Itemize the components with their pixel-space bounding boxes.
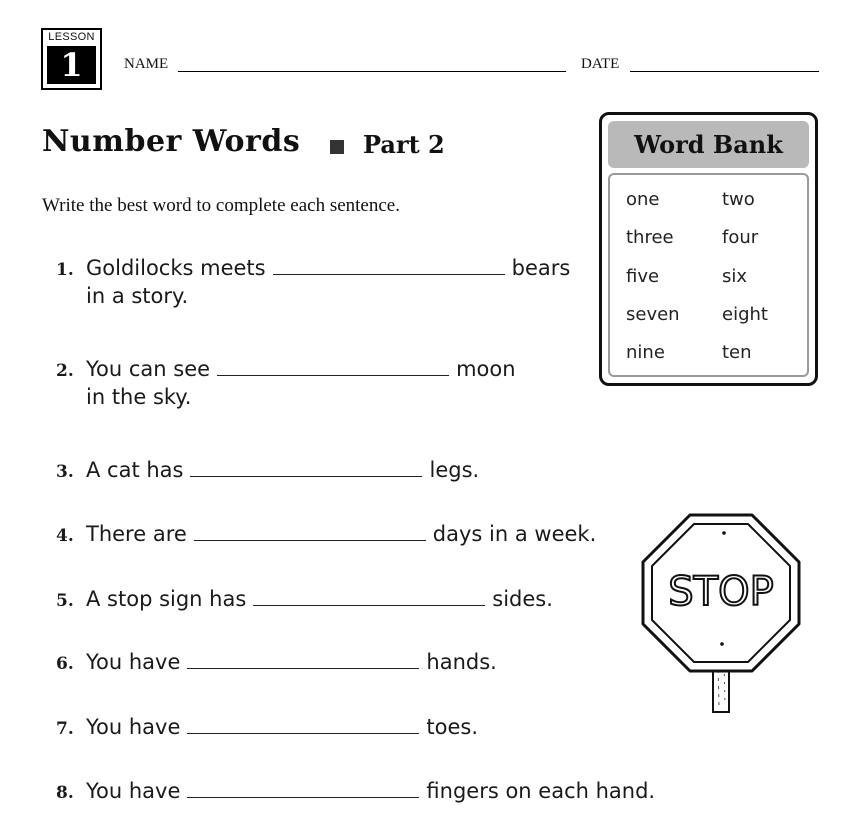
instructions: Write the best word to complete each sentence. (42, 195, 400, 216)
word-bank-item: four (722, 227, 759, 248)
question-7 (56, 713, 478, 743)
word-bank-item: seven (626, 304, 680, 325)
question-6 (56, 648, 497, 678)
date-field[interactable] (630, 71, 819, 72)
question-text-before: You have (86, 650, 181, 674)
page-title: Number Words (42, 124, 301, 159)
question-number: 6. (56, 654, 74, 674)
word-bank-item: two (722, 189, 755, 210)
question-text-after: legs. (429, 458, 480, 482)
answer-blank-7[interactable] (187, 713, 419, 734)
date-label: DATE (581, 56, 620, 72)
word-bank-item: ten (722, 342, 752, 363)
question-text-after: toes. (426, 715, 479, 739)
question-number: 4. (56, 526, 74, 546)
question-number: 3. (56, 462, 74, 482)
question-2 (56, 355, 516, 417)
question-text-before: You have (86, 715, 181, 739)
square-bullet-icon (330, 140, 344, 154)
question-number: 7. (56, 719, 74, 739)
question-text-before: You have (86, 779, 181, 803)
question-text-continuation: in a story. (86, 284, 189, 308)
question-8 (56, 777, 655, 807)
question-text-before: You can see (86, 357, 211, 381)
question-text-before: There are (86, 522, 187, 546)
question-text-after: moon (456, 357, 516, 381)
question-text-continuation: in the sky. (86, 385, 192, 409)
question-text-after: bears (511, 256, 571, 280)
answer-blank-4[interactable] (194, 520, 426, 541)
word-bank-title: Word Bank (608, 121, 809, 168)
question-text-after: hands. (426, 650, 497, 674)
answer-blank-8[interactable] (187, 777, 419, 798)
question-text-before: Goldilocks meets (86, 256, 266, 280)
question-text-after: sides. (492, 587, 553, 611)
answer-blank-6[interactable] (187, 648, 419, 669)
answer-blank-1[interactable] (273, 254, 505, 275)
word-bank-item: nine (626, 342, 665, 363)
word-bank-item: six (722, 266, 748, 287)
lesson-number: 1 (47, 46, 96, 84)
word-bank-item: three (626, 227, 674, 248)
answer-blank-2[interactable] (217, 355, 449, 376)
word-bank-list (608, 173, 809, 377)
stop-sign-icon (640, 512, 802, 716)
question-text-after: days in a week. (432, 522, 597, 546)
question-number: 5. (56, 591, 74, 611)
answer-blank-3[interactable] (190, 456, 422, 477)
word-bank-item: eight (722, 304, 768, 325)
question-text-before: A cat has (86, 458, 184, 482)
question-text-after: fingers on each hand. (426, 779, 656, 803)
page-subtitle: Part 2 (363, 130, 445, 159)
word-bank (599, 112, 818, 386)
question-5 (56, 585, 553, 615)
answer-blank-5[interactable] (253, 585, 485, 606)
name-label: NAME (124, 56, 169, 72)
stop-sign-text: STOP (668, 569, 774, 615)
lesson-label: LESSON (48, 31, 95, 43)
word-bank-item: one (626, 189, 660, 210)
lesson-badge (41, 28, 102, 90)
word-bank-item: five (626, 266, 660, 287)
question-number: 8. (56, 783, 74, 803)
question-1 (56, 254, 570, 316)
question-number: 1. (56, 260, 74, 280)
question-number: 2. (56, 361, 74, 381)
name-field[interactable] (178, 71, 566, 72)
question-text-before: A stop sign has (86, 587, 247, 611)
question-3 (56, 456, 479, 486)
question-4 (56, 520, 596, 550)
